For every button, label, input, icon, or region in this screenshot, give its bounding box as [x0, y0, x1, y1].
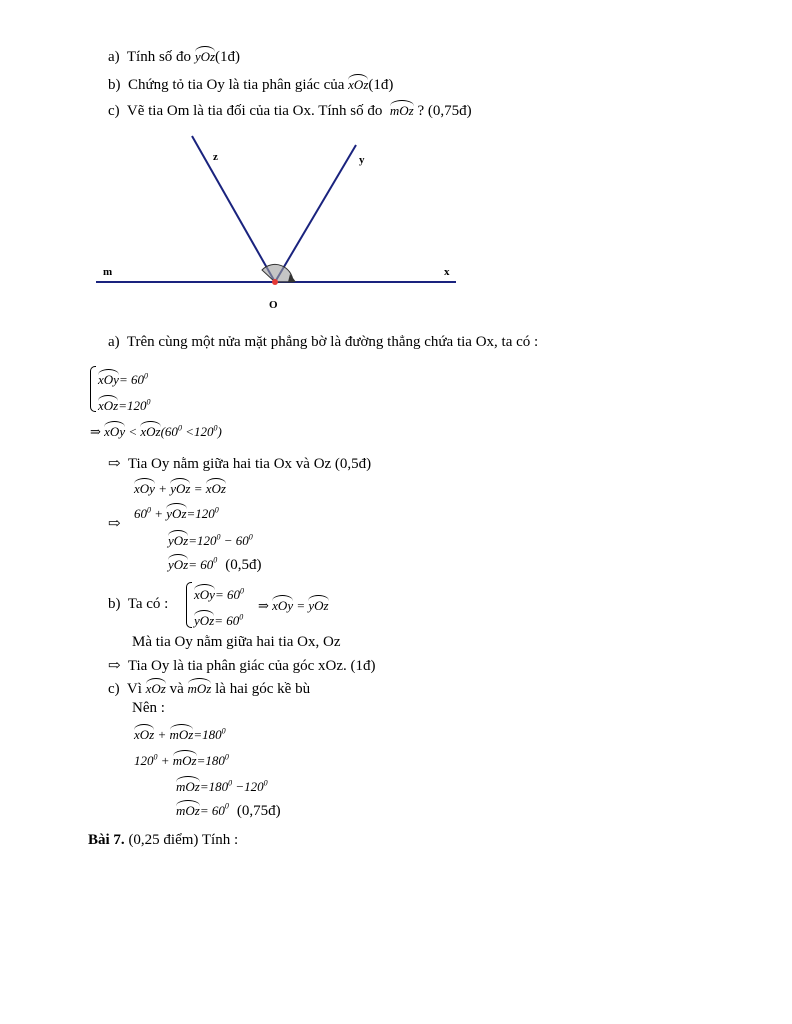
equation-a3: $yOz=120^0 - 60^0$ — [168, 530, 253, 549]
angle-mOz: mOz — [390, 100, 414, 117]
solution-b-label: b) Ta có : — [108, 596, 169, 612]
system-brace-a — [90, 366, 96, 412]
system-b-line2: $yOz= 60^0$ — [194, 610, 243, 629]
angle-xOz: xOz — [348, 74, 368, 91]
system-a-line1: $xOy= 60^0$ — [98, 369, 148, 388]
label-m: m — [103, 266, 113, 278]
ray-oz — [192, 136, 275, 282]
bai7-heading: Bài 7. (0,25 điểm) Tính : — [88, 832, 239, 848]
bisector-conclusion: ⇨ Tia Oy là tia phân giác của góc xOz. (1đ) — [108, 658, 376, 674]
nen-label: Nên : — [132, 700, 165, 716]
comparison-a: ⇒ xOy < $xOz(60^0 <120^0)$ — [90, 421, 222, 440]
system-b-line1: $xOy= 60^0$ — [194, 584, 244, 603]
label-y: y — [359, 154, 365, 166]
arrow-a2: ⇨ — [108, 516, 121, 532]
equation-c2: $120^0 + mOz=180^0$ — [134, 750, 229, 769]
equation-a2: $60^0 + yOz=120^0$ — [134, 503, 219, 522]
system-a-line2: $xOz=120^0$ — [98, 395, 151, 414]
question-c: c) Vẽ tia Om là tia đối của tia Ox. Tính số đo mOz ? (0,75đ) — [108, 100, 472, 120]
between-oy: Mà tia Oy nằm giữa hai tia Ox, Oz — [132, 634, 341, 650]
equation-c3: $mOz=180^0 -120^0$ — [176, 776, 268, 795]
equation-c4: $mOz= 60^0$ (0,75đ) — [176, 801, 281, 819]
system-brace-b — [186, 582, 192, 628]
ray-oy — [275, 145, 356, 282]
geometry-figure — [0, 0, 792, 330]
question-a: a) Tính số đo yOz(1đ) — [108, 46, 240, 66]
solution-c-statement: c) Vì xOz và mOz là hai góc kề bù — [108, 678, 310, 698]
question-b: b) Chứng tỏ tia Oy là tia phân giác của xOz(1đ) — [108, 74, 393, 94]
angle-yOz: yOz — [195, 46, 215, 63]
label-z: z — [213, 151, 218, 163]
between-statement: ⇨ Tia Oy nằm giữa hai tia Ox và Oz (0,5đ) — [108, 456, 372, 472]
label-o: O — [269, 299, 278, 311]
solution-a-intro: a) Trên cùng một nửa mặt phẳng bờ là đường thẳng chứa tia Ox, ta có : — [108, 334, 539, 350]
angle-arc-marker — [262, 264, 293, 282]
result-b: ⇒ xOy = yOz — [258, 595, 329, 614]
label-x: x — [444, 266, 450, 278]
equation-c1: xOz + $mOz=180^0$ — [134, 724, 226, 743]
point-o — [272, 279, 278, 285]
equation-a1: xOy + yOz = xOz — [134, 478, 226, 497]
equation-a4: $yOz= 60^0$ (0,5đ) — [168, 555, 262, 573]
